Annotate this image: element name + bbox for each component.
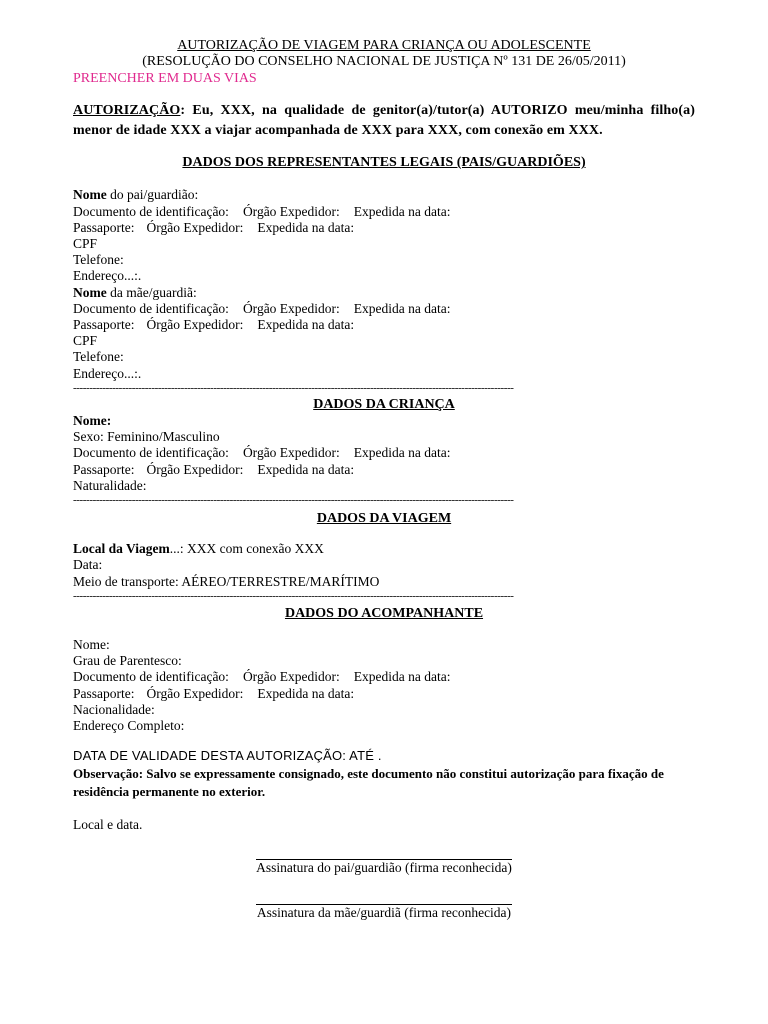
companion-name-line: Nome:	[73, 637, 110, 653]
child-name-line: Nome:	[73, 413, 112, 429]
signature-label-father: Assinatura do pai/guardião (firma reconhecida)	[256, 859, 512, 875]
document-title: AUTORIZAÇÃO DE VIAGEM PARA CRIANÇA OU ADOLESCENTE	[177, 38, 591, 53]
trip-transport-line: Meio de transporte: AÉREO/TERRESTRE/MARÍTIMO	[73, 573, 380, 589]
authorization-text: : Eu, XXX, na qualidade de genitor(a)/tutor(a) AUTORIZO meu/minha filho(a) menor de idade XXX a viajar acompanhada de XXX para XXX, com conexão em XXX.	[73, 103, 695, 139]
section-companion: DADOS DO ACOMPANHANTE	[284, 605, 484, 621]
document-subtitle: (RESOLUÇÃO DO CONSELHO NACIONAL DE JUSTIÇA Nº 131 DE 26/05/2011)	[142, 54, 626, 69]
father-address-line: Endereço...:.	[73, 268, 142, 284]
companion-kinship-line: Grau de Parentesco:	[73, 653, 182, 669]
signature-line	[256, 849, 512, 860]
document-page	[73, 38, 695, 921]
child-sex-line: Sexo: Feminino/Masculino	[73, 429, 220, 445]
father-name-line: Nome do pai/guardião:	[73, 187, 199, 203]
observation-paragraph: Observação: Salvo se expressamente consignado, este documento não constitui autorização para fixação de residência permanente no exterior.	[73, 765, 664, 799]
signature-label-mother: Assinatura da mãe/guardiã (firma reconhecida)	[256, 904, 512, 920]
trip-date-line: Data:	[73, 557, 103, 573]
fill-instruction: PREENCHER EM DUAS VIAS	[73, 71, 257, 86]
companion-nationality-line: Nacionalidade:	[73, 701, 155, 717]
divider: ---------------------------------------------------------------------------------------------------------------------------------------	[73, 382, 514, 394]
child-passport-line: Passaporte: Órgão Expedidor: Expedida na data:	[73, 461, 355, 477]
mother-doc-line: Documento de identificação: Órgão Expedidor: Expedida na data:	[73, 300, 451, 316]
authorization-paragraph	[73, 101, 695, 141]
companion-passport-line: Passaporte: Órgão Expedidor: Expedida na data:	[73, 685, 355, 701]
father-phone-line: Telefone:	[73, 252, 124, 268]
companion-address-line: Endereço Completo:	[73, 718, 185, 734]
child-naturalidade-line: Naturalidade:	[73, 477, 147, 493]
signature-line	[256, 894, 512, 905]
trip-local-line: Local da Viagem...: XXX com conexão XXX	[73, 541, 324, 557]
father-cpf-line: CPF	[73, 236, 98, 252]
section-representatives: DADOS DOS REPRESENTANTES LEGAIS (PAIS/GUARDIÕES)	[182, 155, 586, 171]
father-passport-line: Passaporte: Órgão Expedidor: Expedida na data:	[73, 219, 355, 235]
place-date-line: Local e data.	[73, 816, 143, 832]
divider: ---------------------------------------------------------------------------------------------------------------------------------------	[73, 590, 514, 602]
father-doc-line: Documento de identificação: Órgão Expedidor: Expedida na data:	[73, 203, 451, 219]
signature-block-mother	[73, 894, 695, 921]
validity-line: DATA DE VALIDADE DESTA AUTORIZAÇÃO: ATÉ .	[73, 748, 382, 764]
authorization-label: AUTORIZAÇÃO	[73, 103, 181, 119]
section-child: DADOS DA CRIANÇA	[313, 396, 455, 412]
signature-block-father	[73, 849, 695, 876]
mother-name-line: Nome da mãe/guardiã:	[73, 284, 197, 300]
child-doc-line: Documento de identificação: Órgão Expedidor: Expedida na data:	[73, 445, 451, 461]
mother-passport-line: Passaporte: Órgão Expedidor: Expedida na data:	[73, 317, 355, 333]
divider: ---------------------------------------------------------------------------------------------------------------------------------------	[73, 495, 514, 507]
mother-phone-line: Telefone:	[73, 349, 124, 365]
companion-doc-line: Documento de identificação: Órgão Expedidor: Expedida na data:	[73, 669, 451, 685]
mother-address-line: Endereço...:.	[73, 365, 142, 381]
mother-cpf-line: CPF	[73, 333, 98, 349]
section-trip: DADOS DA VIAGEM	[316, 511, 452, 527]
